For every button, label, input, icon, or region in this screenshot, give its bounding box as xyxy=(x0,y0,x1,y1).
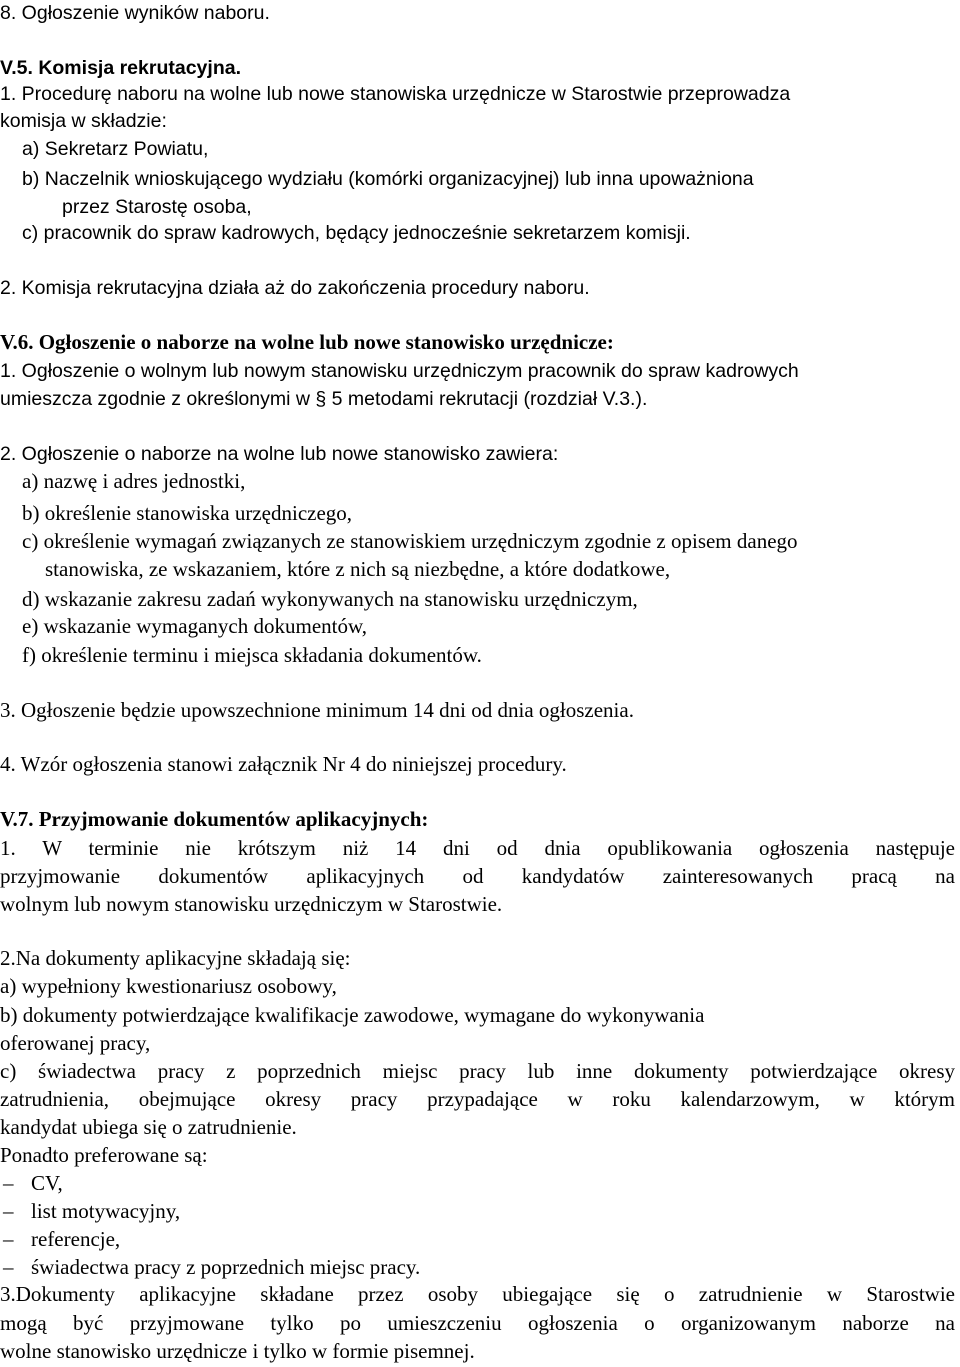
v5-item-b-line1: b) Naczelnik wnioskującego wydziału (komórki organizacyjnej) lub inna upoważniona xyxy=(22,168,754,190)
v7-p1-line3: wolnym lub nowym stanowisku urzędniczym w Starostwie. xyxy=(0,892,503,916)
preferred-item xyxy=(0,1226,600,1253)
v5-p2: 2. Komisja rekrutacyjna działa aż do zakończenia procedury naboru. xyxy=(0,277,590,299)
v5-item-b-line2: przez Starostę osoba, xyxy=(62,196,252,218)
preferred-item-text: świadectwa pracy z poprzednich miejsc pracy. xyxy=(31,1255,421,1279)
dash-bullet: – xyxy=(3,1171,14,1195)
v7-item-c-line1: c) świadectwa pracy z poprzednich miejsc pracy lub inne dokumenty potwierdzające okresy xyxy=(0,1059,955,1083)
v6-item-c-line2: stanowiska, ze wskazaniem, które z nich są niezbędne, a które dodatkowe, xyxy=(45,557,671,581)
dash-bullet: – xyxy=(3,1255,14,1279)
v6-p2: 2. Ogłoszenie o naborze na wolne lub nowe stanowisko zawiera: xyxy=(0,443,559,465)
preferred-heading: Ponadto preferowane są: xyxy=(0,1143,208,1167)
preferred-item-text: referencje, xyxy=(31,1227,121,1251)
v7-item-a: a) wypełniony kwestionariusz osobowy, xyxy=(0,974,337,998)
v7-p3-line2: mogą być przyjmowane tylko po umieszczeniu ogłoszenia o organizowanym naborze na xyxy=(0,1311,955,1335)
preferred-item xyxy=(0,1198,600,1225)
v7-item-b-line2: oferowanej pracy, xyxy=(0,1031,151,1055)
v6-p1-line2 xyxy=(0,386,647,413)
preferred-item xyxy=(0,1254,600,1281)
v7-heading: V.7. Przyjmowanie dokumentów aplikacyjnych: xyxy=(0,807,429,831)
v7-item-c-line2: zatrudnienia, obejmujące okresy pracy przypadające w roku kalendarzowym, w którym xyxy=(0,1087,955,1111)
v7-p2: 2.Na dokumenty aplikacyjne składają się: xyxy=(0,946,351,970)
v7-item-c-line3: kandydat ubiega się o zatrudnienie. xyxy=(0,1115,297,1139)
v5-item-c: c) pracownik do spraw kadrowych, będący jednocześnie sekretarzem komisji. xyxy=(22,222,691,244)
preferred-item-text: list motywacyjny, xyxy=(31,1199,181,1223)
v6-p4: 4. Wzór ogłoszenia stanowi załącznik Nr 4 do niniejszej procedury. xyxy=(0,752,567,776)
v5-heading: V.5. Komisja rekrutacyjna. xyxy=(0,57,241,79)
v6-item-b: b) określenie stanowiska urzędniczego, xyxy=(22,501,353,525)
section-symbol: § xyxy=(315,388,327,410)
v6-heading: V.6. Ogłoszenie o naborze na wolne lub nowe stanowisko urzędnicze: xyxy=(0,330,614,354)
v6-item-d: d) wskazanie zakresu zadań wykonywanych na stanowisku urzędniczym, xyxy=(22,587,638,611)
v7-p3-line3: wolne stanowisko urzędnicze i tylko w formie pisemnej. xyxy=(0,1339,475,1363)
v6-item-c-line1: c) określenie wymagań związanych ze stanowiskiem urzędniczym zgodnie z opisem danego xyxy=(22,529,798,553)
v5-p1-line2: komisja w składzie: xyxy=(0,110,167,132)
preferred-item xyxy=(0,1170,600,1197)
v6-item-f: f) określenie terminu i miejsca składania dokumentów. xyxy=(22,643,482,667)
v7-p1-line2: przyjmowanie dokumentów aplikacyjnych od kandydatów zainteresowanych pracą na xyxy=(0,864,955,888)
v7-p3-line1: 3.Dokumenty aplikacyjne składane przez osoby ubiegające się o zatrudnienie w Starostwie xyxy=(0,1282,955,1306)
dash-bullet: – xyxy=(3,1199,14,1223)
v6-item-a: a) nazwę i adres jednostki, xyxy=(22,469,246,493)
v6-p1-line1: 1. Ogłoszenie o wolnym lub nowym stanowisku urzędniczym pracownik do spraw kadrowych xyxy=(0,360,799,382)
dash-bullet: – xyxy=(3,1227,14,1251)
v6-p1-line2-start: umieszcza zgodnie z określonymi w xyxy=(0,388,316,410)
v7-item-b-line1: b) dokumenty potwierdzające kwalifikacje zawodowe, wymagane do wykonywania xyxy=(0,1003,705,1027)
v5-item-a: a) Sekretarz Powiatu, xyxy=(22,138,209,160)
v5-p1-line1: 1. Procedurę naboru na wolne lub nowe stanowiska urzędnicze w Starostwie przeprowadza xyxy=(0,83,791,105)
v6-item-e: e) wskazanie wymaganych dokumentów, xyxy=(22,614,368,638)
v7-p1-line1: 1. W terminie nie krótszym niż 14 dni od dnia opublikowania ogłoszenia następuje xyxy=(0,836,955,860)
section-8-heading: 8. Ogłoszenie wyników naboru. xyxy=(0,2,270,24)
v6-p3: 3. Ogłoszenie będzie upowszechnione minimum 14 dni od dnia ogłoszenia. xyxy=(0,698,634,722)
preferred-item-text: CV, xyxy=(31,1171,63,1195)
v6-p1-line2-end: 5 metodami rekrutacji (rozdział V.3.). xyxy=(326,388,648,410)
